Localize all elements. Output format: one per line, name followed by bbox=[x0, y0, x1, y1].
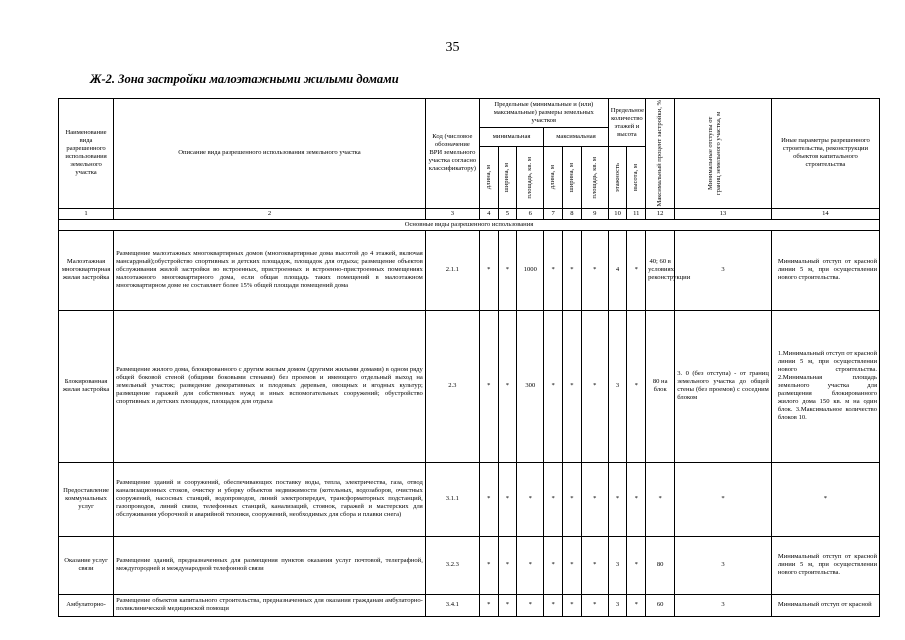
header-maximum: максимальная bbox=[544, 127, 608, 147]
header-max-length-cell bbox=[544, 147, 563, 208]
row-name: Амбулаторно- bbox=[59, 594, 114, 616]
row-coverage: * bbox=[646, 462, 675, 536]
row-min-width: * bbox=[498, 462, 517, 536]
row-max-width: * bbox=[563, 230, 582, 310]
row-min-area: 300 bbox=[517, 310, 544, 462]
row-code: 3.1.1 bbox=[425, 462, 479, 536]
header-height: высота, м bbox=[632, 163, 640, 192]
row-storeys: 3 bbox=[608, 536, 627, 594]
row-min-area: 1000 bbox=[517, 230, 544, 310]
row-setbacks: 3 bbox=[675, 230, 772, 310]
column-number: 9 bbox=[581, 208, 608, 219]
row-coverage: 40; 60 в условиях реконструкции bbox=[646, 230, 675, 310]
column-number: 8 bbox=[563, 208, 582, 219]
column-number: 1 bbox=[59, 208, 114, 219]
row-max-width: * bbox=[563, 594, 582, 616]
row-code: 3.4.1 bbox=[425, 594, 479, 616]
row-name: Блокированная жилая застройка bbox=[59, 310, 114, 462]
header-min-length: длина, м bbox=[484, 165, 492, 190]
header-row-1 bbox=[59, 99, 880, 128]
row-min-length: * bbox=[479, 462, 498, 536]
row-min-length: * bbox=[479, 310, 498, 462]
row-min-area: * bbox=[517, 594, 544, 616]
column-number: 5 bbox=[498, 208, 517, 219]
header-max-area-cell bbox=[581, 147, 608, 208]
column-number: 7 bbox=[544, 208, 563, 219]
header-storeys: этажность bbox=[613, 162, 621, 193]
row-coverage: 60 bbox=[646, 594, 675, 616]
row-max-area: * bbox=[581, 310, 608, 462]
row-min-area: * bbox=[517, 462, 544, 536]
table-row bbox=[59, 310, 880, 462]
row-height: * bbox=[627, 230, 646, 310]
header-min-area: площадь, кв. м bbox=[526, 156, 534, 199]
header-minimum: минимальная bbox=[479, 127, 543, 147]
row-max-width: * bbox=[563, 310, 582, 462]
header-min-width: ширина, м bbox=[503, 162, 511, 193]
row-min-area: * bbox=[517, 536, 544, 594]
row-max-area: * bbox=[581, 536, 608, 594]
header-max-width: ширина, м bbox=[567, 162, 575, 193]
row-other: Минимальный отступ от красной bbox=[771, 594, 879, 616]
row-code: 3.2.3 bbox=[425, 536, 479, 594]
row-description: Размещение малоэтажных многоквартирных домов (многоквартирные дома высотой до 4 этажей, включая мансардный);обустройство спортивных и детских площадок, площадок для отдыха; размещение объектов обслуживания жилой застройки во встроенных, пристроенных и встроенно-пристроенных помещениях малоэтажного многоквартирного дома, если общая площадь таких помещений в малоэтажном многоквартирном доме не составляет более 15% общей площади помещений дома bbox=[114, 230, 426, 310]
header-min-area-cell bbox=[517, 147, 544, 208]
column-number: 10 bbox=[608, 208, 627, 219]
row-max-width: * bbox=[563, 536, 582, 594]
row-max-area: * bbox=[581, 230, 608, 310]
header-storeys-cell bbox=[608, 147, 627, 208]
column-number: 4 bbox=[479, 208, 498, 219]
row-other: 1.Минимальный отступ от красной линии 5 м, при осуществлении нового строительства. 2.Минимальная площадь земельного участка для размещения блокированного жилого дома 150 кв. м на один блок. 3.Максимальное количество блоков 10. bbox=[771, 310, 879, 462]
column-number: 2 bbox=[114, 208, 426, 219]
row-other: * bbox=[771, 462, 879, 536]
zone-regulations-table bbox=[58, 98, 880, 617]
row-setbacks: 3 bbox=[675, 536, 772, 594]
section-row bbox=[59, 219, 880, 230]
row-other: Минимальный отступ от красной линии 5 м, при осуществлении нового строительства. bbox=[771, 230, 879, 310]
header-code: Код (числовое обозначение ВРИ земельного участка согласно классификатору) bbox=[425, 99, 479, 209]
row-height: * bbox=[627, 594, 646, 616]
header-max-area: площадь, кв. м bbox=[590, 156, 598, 199]
header-setbacks: Минимальные отступы от границ земельного участка, м bbox=[707, 111, 723, 195]
row-max-length: * bbox=[544, 594, 563, 616]
row-max-length: * bbox=[544, 310, 563, 462]
row-storeys: * bbox=[608, 462, 627, 536]
column-number: 13 bbox=[675, 208, 772, 219]
header-limits-group: Предельные (минимальные и (или) максимальные) размеры земельных участков bbox=[479, 99, 608, 128]
header-max-width-cell bbox=[563, 147, 582, 208]
row-min-width: * bbox=[498, 230, 517, 310]
column-number: 11 bbox=[627, 208, 646, 219]
row-storeys: 3 bbox=[608, 594, 627, 616]
row-max-width: * bbox=[563, 462, 582, 536]
row-min-length: * bbox=[479, 594, 498, 616]
row-min-length: * bbox=[479, 536, 498, 594]
row-min-length: * bbox=[479, 230, 498, 310]
row-name: Оказание услуг связи bbox=[59, 536, 114, 594]
row-min-width: * bbox=[498, 594, 517, 616]
row-code: 2.1.1 bbox=[425, 230, 479, 310]
row-description: Размещение объектов капитального строительства, предназначенных для оказания гражданам амбулаторно-поликлинической медицинской помощи bbox=[114, 594, 426, 616]
row-name: Предоставление коммунальных услуг bbox=[59, 462, 114, 536]
header-coverage: Максимальный процент застройки, % bbox=[656, 100, 664, 207]
table-row bbox=[59, 594, 880, 616]
row-height: * bbox=[627, 536, 646, 594]
row-max-length: * bbox=[544, 536, 563, 594]
page-number: 35 bbox=[445, 40, 460, 55]
header-floors-group: Предельное количество этажей и высота bbox=[608, 99, 645, 147]
row-setbacks: * bbox=[675, 462, 772, 536]
row-max-length: * bbox=[544, 462, 563, 536]
column-number: 12 bbox=[646, 208, 675, 219]
row-height: * bbox=[627, 310, 646, 462]
header-setbacks-cell bbox=[675, 99, 772, 209]
section-title: Основные виды разрешенного использования bbox=[59, 219, 880, 230]
header-min-length-cell bbox=[479, 147, 498, 208]
row-max-length: * bbox=[544, 230, 563, 310]
header-min-width-cell bbox=[498, 147, 517, 208]
row-code: 2.3 bbox=[425, 310, 479, 462]
column-number: 3 bbox=[425, 208, 479, 219]
row-description: Размещение зданий, предназначенных для размещения пунктов оказания услуг почтовой, телеграфной, междугородней и международной телефонной связи bbox=[114, 536, 426, 594]
row-description: Размещение зданий и сооружений, обеспечивающих поставку воды, тепла, электричества, газа, отвод канализационных стоков, очистку и уборку объектов недвижимости (котельных, водозаборов, очистных сооружений, насосных станций, водопроводов, линий электропередач, трансформаторных подстанций, газопроводов, линий связи, телефонных станций, канализаций, стоянок, гаражей и мастерских для обслуживания уборочной и аварийной техники, сооружений, необходимых для сбора и плавки снега) bbox=[114, 462, 426, 536]
row-coverage: 80 bbox=[646, 536, 675, 594]
column-number: 6 bbox=[517, 208, 544, 219]
row-min-width: * bbox=[498, 536, 517, 594]
header-coverage-cell bbox=[646, 99, 675, 209]
row-coverage: 80 на блок bbox=[646, 310, 675, 462]
zone-heading: Ж-2. Зона застройки малоэтажными жилыми домами bbox=[90, 72, 399, 86]
row-setbacks: 3 bbox=[675, 594, 772, 616]
row-other: Минимальный отступ от красной линии 5 м, при осуществлении нового строительства. bbox=[771, 536, 879, 594]
header-other: Иные параметры разрешенного строительства, реконструкции объектов капитального строительства bbox=[771, 99, 879, 209]
header-description: Описание вида разрешенного использования земельного участка bbox=[114, 99, 426, 209]
row-max-area: * bbox=[581, 594, 608, 616]
row-description: Размещение жилого дома, блокированного с другим жилым домом (другими жилыми домами) в одном ряду общей боковой стеной (общими боковыми стенами) без проемов и имеющего отдельный выход на земельный участок; разведение декоративных и плодовых деревьев, овощных и ягодных культур; размещение гаражей для собственных нужд и иных вспомогательных сооружений; обустройство спортивных и детских площадок, площадок для отдыха bbox=[114, 310, 426, 462]
row-max-area: * bbox=[581, 462, 608, 536]
row-storeys: 4 bbox=[608, 230, 627, 310]
header-height-cell bbox=[627, 147, 646, 208]
row-storeys: 3 bbox=[608, 310, 627, 462]
column-number: 14 bbox=[771, 208, 879, 219]
header-name: Наименование вида разрешенного использования земельного участка bbox=[59, 99, 114, 209]
row-setbacks: 3. 0 (без отступа) - от границ земельного участка до общей стены (без проемов) с соседним блоком bbox=[675, 310, 772, 462]
column-number-row bbox=[59, 208, 880, 219]
row-name: Малоэтажная многоквартирная жилая застройка bbox=[59, 230, 114, 310]
header-max-length: длина, м bbox=[549, 165, 557, 190]
table-row bbox=[59, 462, 880, 536]
table-row bbox=[59, 536, 880, 594]
row-height: * bbox=[627, 462, 646, 536]
row-min-width: * bbox=[498, 310, 517, 462]
table-row bbox=[59, 230, 880, 310]
